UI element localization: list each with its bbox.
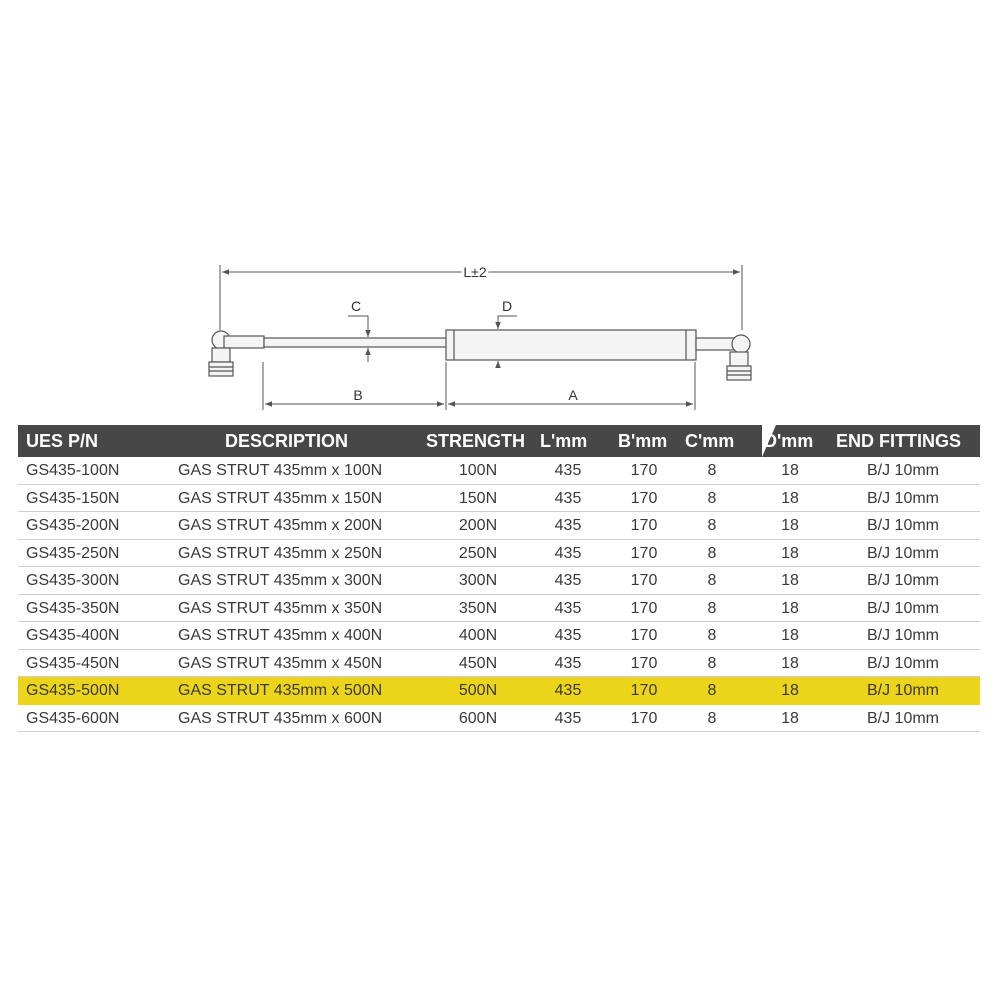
cell-l-mm: 435 (554, 489, 582, 507)
cell-strength: 200N (458, 517, 498, 534)
cell-end-fittings: B/J 10mm (866, 572, 939, 589)
cell-l-mm: 435 (554, 654, 582, 672)
length-label: L±2 (463, 264, 487, 280)
cell-d-mm: 18 (781, 709, 799, 727)
cell-b-mm: 170 (630, 489, 658, 507)
cell-description: GAS STRUT 435mm x 250N (178, 544, 383, 562)
cell-end-fittings: B/J 10mm (866, 654, 939, 672)
cell-description: GAS STRUT 435mm x 450N (178, 654, 383, 672)
table-row (18, 595, 980, 623)
table-row (18, 622, 980, 650)
ab-dimensions (263, 362, 695, 410)
cell-strength: 400N (458, 627, 498, 644)
c-label: C (350, 298, 362, 314)
cell-description: GAS STRUT 435mm x 350N (178, 599, 383, 617)
cell-strength: 350N (458, 599, 498, 617)
cell-b-mm: 170 (630, 544, 658, 562)
strut-body (446, 330, 696, 360)
cell-c-mm: 8 (707, 709, 717, 727)
cell-end-fittings: B/J 10mm (866, 462, 939, 479)
table-row (18, 705, 980, 733)
cell-l-mm: 435 (554, 709, 582, 727)
cell-l-mm: 435 (554, 517, 582, 534)
cell-b-mm: 170 (630, 682, 658, 699)
table-header (18, 425, 980, 457)
header-c-mm: C'mm (685, 431, 735, 451)
cell-c-mm: 8 (707, 654, 717, 672)
table-row (18, 567, 980, 595)
header-strength: STRENGTH (426, 431, 525, 451)
cell-end-fittings: B/J 10mm (866, 599, 939, 617)
cell-l-mm: 435 (554, 572, 582, 589)
cell-c-mm: 8 (707, 682, 717, 699)
header-d-mm: D'mm (764, 431, 814, 451)
gas-strut-diagram (0, 0, 1000, 420)
cell-pn: GS435-400N (26, 627, 120, 644)
cell-pn: GS435-250N (26, 544, 120, 562)
cell-c-mm: 8 (707, 572, 717, 589)
left-ball-joint (209, 331, 264, 376)
header-l-mm: L'mm (540, 431, 588, 451)
cell-strength: 500N (458, 682, 498, 699)
cell-b-mm: 170 (630, 572, 658, 589)
cell-strength: 250N (458, 544, 498, 562)
cell-b-mm: 170 (630, 517, 658, 534)
cell-b-mm: 170 (630, 709, 658, 727)
cell-description: GAS STRUT 435mm x 600N (178, 709, 383, 727)
cell-c-mm: 8 (707, 599, 717, 617)
cell-d-mm: 18 (781, 682, 799, 699)
cell-c-mm: 8 (707, 462, 717, 479)
cell-end-fittings: B/J 10mm (866, 517, 939, 534)
cell-l-mm: 435 (554, 544, 582, 562)
header-b-mm: B'mm (618, 431, 668, 451)
cell-strength: 150N (458, 489, 498, 507)
cell-pn: GS435-200N (26, 517, 120, 534)
cell-strength: 100N (458, 462, 498, 479)
cell-description: GAS STRUT 435mm x 100N (178, 462, 383, 479)
a-label: A (568, 387, 578, 403)
cell-b-mm: 170 (630, 654, 658, 672)
table-row-highlighted (18, 677, 980, 705)
spec-table (18, 425, 980, 732)
cell-c-mm: 8 (707, 517, 717, 534)
cell-strength: 300N (458, 572, 498, 589)
b-label: B (353, 387, 363, 403)
cell-d-mm: 18 (781, 599, 799, 617)
strut-rod (264, 338, 448, 347)
cell-pn: GS435-500N (26, 682, 120, 699)
cell-description: GAS STRUT 435mm x 400N (178, 627, 383, 644)
cell-l-mm: 435 (554, 682, 582, 699)
cell-d-mm: 18 (781, 627, 799, 644)
cell-strength: 450N (458, 654, 498, 672)
cell-description: GAS STRUT 435mm x 150N (178, 489, 383, 507)
cell-end-fittings: B/J 10mm (866, 544, 939, 562)
cell-d-mm: 18 (781, 462, 799, 479)
cell-pn: GS435-300N (26, 572, 120, 589)
cell-d-mm: 18 (781, 654, 799, 672)
d-label: D (501, 298, 513, 314)
cell-end-fittings: B/J 10mm (866, 682, 939, 699)
header-description: DESCRIPTION (225, 431, 349, 451)
cell-b-mm: 170 (630, 599, 658, 617)
cell-end-fittings: B/J 10mm (866, 627, 939, 644)
cell-pn: GS435-450N (26, 654, 120, 672)
cell-description: GAS STRUT 435mm x 200N (178, 517, 383, 534)
cell-description: GAS STRUT 435mm x 300N (178, 572, 383, 589)
table-row (18, 512, 980, 540)
right-ball-joint (696, 335, 751, 380)
header-end-fittings: END FITTINGS (836, 431, 961, 451)
cell-l-mm: 435 (554, 599, 582, 617)
table-row (18, 485, 980, 513)
cell-b-mm: 170 (630, 627, 658, 644)
cell-pn: GS435-100N (26, 462, 120, 479)
table-row (18, 540, 980, 568)
cell-b-mm: 170 (630, 462, 658, 479)
cell-pn: GS435-150N (26, 489, 120, 507)
table-body (18, 457, 980, 732)
cell-d-mm: 18 (781, 544, 799, 562)
cell-d-mm: 18 (781, 572, 799, 589)
cell-end-fittings: B/J 10mm (866, 489, 939, 507)
cell-c-mm: 8 (707, 627, 717, 644)
cell-pn: GS435-600N (26, 709, 120, 727)
cell-c-mm: 8 (707, 544, 717, 562)
cell-end-fittings: B/J 10mm (866, 709, 939, 727)
cell-description: GAS STRUT 435mm x 500N (178, 682, 383, 699)
cell-pn: GS435-350N (26, 599, 120, 617)
cell-l-mm: 435 (554, 462, 582, 479)
header-pn: UES P/N (26, 431, 99, 451)
cell-strength: 600N (458, 709, 498, 727)
cell-c-mm: 8 (707, 489, 717, 507)
cell-l-mm: 435 (554, 627, 582, 644)
table-row (18, 650, 980, 678)
cell-d-mm: 18 (781, 489, 799, 507)
cell-d-mm: 18 (781, 517, 799, 534)
table-row (18, 457, 980, 485)
